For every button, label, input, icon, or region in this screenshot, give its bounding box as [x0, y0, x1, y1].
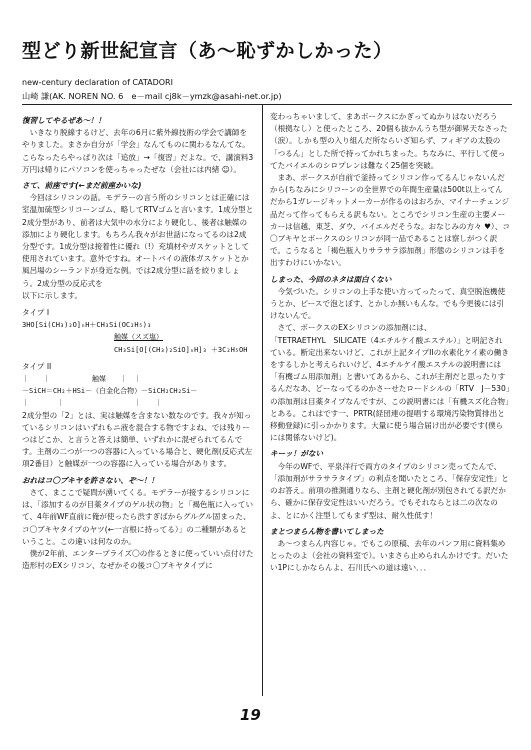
formula-line: 触媒（スズ塩）	[114, 333, 163, 342]
paragraph: 「TETRAETHYL SILICATE（4エチルケイ酸エステル）」と明記されている。断定出来ないけど、これが上記タイプIIの水素化ケイ素の働きをするしかと考えられいけど、4エチルケイ酸エステルの説明書には「有機ゴム用添加剤」と書いてあるから、これが主剤だと思ったりするんだなあ、どーなってるのかさーせたロードシルの「RTV J－530」の添加剤は目薬タイプなんですが、この説明書には「有機スズ化合物」とある。これはです一、PRTR(経団連の提唱する環境汚染物質排出と移動登録)に引っかかります。大量に使う場合届け出が必要です(僕らには関係ないけど)。	[270, 335, 510, 443]
formula-line: －SiCH＝CH₂＋HSi－（白金化合物）－SiCH₂CH₂Si－	[22, 387, 198, 396]
left-column	[22, 111, 254, 572]
formula-line: ｜ ｜ 触媒 ｜ ｜	[22, 375, 141, 384]
paragraph: いきなり脱線するけど、去年の6月に紫外線技術の学会で講師をやりました。まさか自分が「学会」なんてものに関わるなんてな。こらなったらやっぱり次は「追放」→「復習」だよな。で、講演料3万円は帰りにパソコンを使っちゃったぜな（会社には内緒 ☺）。	[22, 128, 254, 174]
formula-line: ｜ ｜ ｜ ｜	[22, 399, 162, 408]
paragraph: 僕が2年前、エンタープライズ〇の作るときに使っていい点付けた造形村のEXシリコン、なぜかその後コ〇ブキヤタイプに	[22, 548, 254, 571]
column-divider	[262, 104, 263, 696]
formula-line: 3HO[Si(CH₃)₂O]ₙH＋CH₃Si(OC₂H₅)₃	[22, 321, 152, 330]
subtitle: new-century declaration of CATADORI	[22, 78, 173, 87]
paragraph: 今年のWFで、平泉洋行で両方のタイプのシリコン売ってたんで、「添加剤がサラサラタイプ」の利点を聞いたところ、「保存安定性」とのお答え。前項の推測通りなら、主剤と硬化剤が別包されてる訳だから、確かに保存安定性はいいだろう。でもそれならとは二の次なのよ、とにかく注型してもまず型は、耐久性低す！	[270, 461, 509, 520]
section-heading: さて、前座です(←まだ前座かいな)	[22, 181, 142, 191]
paragraph: 変わっちゃいまして、まあボークスにかぎってぬかりはないだろう（根拠なし）と使ったところ、20個も抜かんうち型が御昇天なさった（涙）。しかも型の入り組んだ所ならいざ知らず、フィギアの太股の「つるん」とした所で持ってかれちまった。ちなみに、平行して使ってたバイエルのシロプレンは難なく25個を突破。	[270, 112, 508, 170]
paragraph: 以下に示します。	[22, 290, 83, 300]
formula-line: CH₃Si[O[(CH₃)₂SiO]ₙH]₃ ＋3C₂H₅OH	[114, 345, 248, 354]
right-column	[270, 111, 510, 575]
paragraph: さて、まここで疑問が湧いてくる。モデラーが接するシリコンには、「添加するのが目薬タイプのゲル状の物」と「褐色瓶に入っていて、4年前WF直前に俺が使ったら渋すぎばからグルグル固まった、コ〇ブキヤタイプのヤツ(←一言根に持ってる）」の二種類があるということ。この違いは何なのか。	[22, 487, 254, 546]
paragraph: さて、ボークスのEXシリコンの添加剤には、	[270, 323, 432, 333]
paragraph: あ〜つまらん内容じゃ。でもこの原稿、去年のパンフ用に資料集めとったのよ（会社の資料室で）。いまさら止められんかけです。だいたい1Pにしかならんよ、石川氏への道は遠い．．．	[270, 538, 509, 573]
paragraph: 2成分型の「2」とは、実は触媒を含まない数なのです。我々が知っているシリコンはいずれもニ液を混合する物ですよね、では残りーつはどこか、と言うと答えは簡単、いずれかに混ぜられてるんです。主剤の二つが一つの容器に入っている場合と、硬化剤(反応式左項2番目）と触媒が一つの容器に入っている場合があります。	[22, 410, 253, 469]
section-heading: おれはコ〇ブキヤを許さない、ぞ〜！！	[22, 475, 159, 485]
paragraph: まあ、ボークスが自前で釜持ってシリコン作ってるんじゃないんだから(ちなみにシリコーンの全世界での年間生産量は500t以上ってんだから1ガレージキットメーカーが作るのはおろか、マイナーチェンジ品だって作ってもらえる訳もない。ところでシリコン生産の主要メーカーは信越、東芝、ダウ、バイエルだそうな。おなじみの方々 ♥）、コ〇ブキヤとボークスのシリコンが同一品であることは察しがつく訳で。こうなると「褐色瓶入りサラサラ添加剤」形態のシリコンは手を出すわけにいかない。	[270, 173, 510, 268]
page-title: 型どり新世紀宣言（あ〜恥ずかしかった）	[22, 40, 393, 62]
page-number: 19	[240, 706, 261, 724]
section-heading: まとつまらん物を書いてしまった	[270, 526, 384, 536]
section-heading: しまった、今回のネタは面白くない	[270, 274, 392, 284]
header-rule	[22, 104, 512, 105]
section-heading: キーッ！がない	[270, 449, 324, 459]
paragraph: 今気づいた。シリコンの上手な使い方ってったって、真空脱泡機使うとか、ピースで泡とぼす、とかしか無いもんな。でも今更後には引けないんで。	[270, 286, 506, 321]
paragraph: 今回はシリコンの話。モデラーの言う所のシリコンとは正確には室温加硫型シリコーンゴム、略してRTVゴムと言います。1成分型と2成分型があり、前者は大気中の水分により硬化し、後者は触媒の添加により硬化します。もちろん我々がお世話になってるのは2成分型です。1成分型は接着性に優れ（!）充填材やガスケットとして使用されています。意外ですね。オートバイの液体ガスケットとか風呂場のシーランドが身近な例。では2成分型に話を絞りましょう。2成分型の反応式を	[22, 193, 254, 288]
type-label: タイプ I	[22, 308, 50, 318]
author-line: 山崎 謙(AK. NOREN NO. 6 e－mail cj8k－ymzk@asahi-net.or.jp)	[22, 91, 282, 101]
section-heading: 復習してやるぜあ〜！！	[22, 116, 106, 125]
type-label: タイプ II	[22, 361, 52, 371]
